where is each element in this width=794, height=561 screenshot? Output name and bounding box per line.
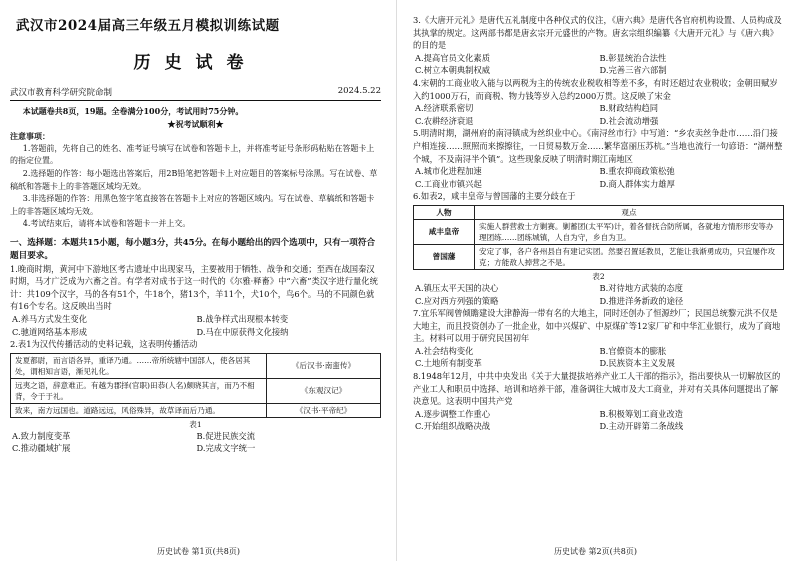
page-footer: 历史试卷 第1页(共8页) xyxy=(157,547,240,556)
good-luck-text: ★祝考试顺利★ xyxy=(167,118,224,129)
option: C.应对西方列强的策略 xyxy=(415,295,499,306)
option: C.土地所有制变革 xyxy=(415,358,482,369)
table-cell-person: 曾国藩 xyxy=(414,244,475,269)
table-row xyxy=(414,219,784,244)
table-1-caption: 表1 xyxy=(189,419,202,429)
section-title: 一、选择题：本题共15小题，每小题3分，共45分。在每小题给出的四个选项中，只有一项符合题目要求。 xyxy=(10,237,376,261)
table-cell-person: 咸丰皇帝 xyxy=(414,219,475,244)
table-cell-text: 发夏都尉，而言语各异，重译乃通。……帝所统辖中国部人，使各居其处，谓相知言语，渐见礼化。 xyxy=(11,353,267,378)
option: B.促进民族交流 xyxy=(196,430,256,441)
table-header-row xyxy=(414,205,784,219)
question-3: 3.《大唐开元礼》是唐代五礼制度中各种仪式的仪注，《唐六典》是唐代各官府机构设置、人员构成及其执掌的规定。这两部书都是唐玄宗开元盛世的产物。唐玄宗组织编纂《大唐开元礼》与《唐六典》的目的是 xyxy=(413,15,782,51)
option: C.工商业市镇兴起 xyxy=(415,178,482,189)
table-cell-source: 《后汉书·南蛮传》 xyxy=(267,353,381,378)
table-cell-source: 《东观汉记》 xyxy=(267,378,381,403)
option: B.对待地方武装的态度 xyxy=(599,282,683,293)
option: A.社会结构变化 xyxy=(415,345,474,356)
option: D.商人群体实力雄厚 xyxy=(599,178,675,189)
table-2-caption: 表2 xyxy=(592,271,605,281)
option: D.主动开辟第二条战线 xyxy=(599,421,684,432)
issuer: 武汉市教育科学研究院命制 xyxy=(10,88,113,98)
option: A.逐步调整工作重心 xyxy=(415,408,491,419)
option: A.城市化进程加速 xyxy=(415,166,482,177)
exam-title: 武汉市2024届高三年级五月模拟训练试题 xyxy=(16,18,280,34)
issuer-line xyxy=(10,83,381,101)
notice-title: 注意事项： xyxy=(10,131,50,142)
notice-item: 3.非选择题的作答：用黑色签字笔直接答在答题卡上对应的答题区域内。写在试卷、草稿纸和答题卡上的非答题区域均无效。 xyxy=(10,194,375,216)
table-row xyxy=(11,378,381,403)
option: A.提高官员文化素质 xyxy=(415,52,491,63)
table-2 xyxy=(413,205,784,270)
exam-date: 2024.5.22 xyxy=(337,86,381,96)
table-row xyxy=(414,244,784,269)
question-7-options xyxy=(413,345,784,370)
notice-item: 2.选择题的作答：每小题选出答案后，用2B铅笔把答题卡上对应题目的答案标号涂黑。写在试卷、草稿纸和答题卡上的非答题区域均无效。 xyxy=(10,168,378,191)
option: D.民族资本主义发展 xyxy=(599,358,675,369)
table-cell-view: 安定了事，各户各州县自有建记实团。然要召置延教员，艺能让我渐勇成功，只宜屡作攻克；方能敌人掉营之不是。 xyxy=(475,244,784,269)
option: B.官僚资本的膨胀 xyxy=(599,345,667,356)
option: A.经济联系密切 xyxy=(415,103,474,114)
table-cell-text: 致来，南方远国也。道路远远，风俗殊异，故草译而后乃通。 xyxy=(11,403,267,417)
option: C.树立本朝典制权威 xyxy=(415,65,491,76)
option: C.推动疆域扩展 xyxy=(12,443,71,454)
table-cell-source: 《汉书·平帝纪》 xyxy=(267,403,381,417)
table-row xyxy=(11,403,381,417)
question-5: 5.明清时期，湖州府的南浔镇成为丝织业中心。《南浔丝市行》中写道：“乡农卖丝争赴市……沿门接户相连接……照照而来擦擦往，一日贸易数万金……繁华富丽压苏杭。”当地也流行一句谚语：“湖州整个城，不及南浔半个镇”。这些现象反映了明清时期江南地区 xyxy=(413,128,783,164)
option: B.彰显统治合法性 xyxy=(599,52,667,63)
notice-block xyxy=(10,105,381,231)
question-1: 1.晚商时期，黄河中下游地区考古遗址中出现家马，主要被用于牺牲、战争和交通；至西在战国秦汉时期，马才广泛成为六畜之首。有学者对成书于这一时代的《尔雅·释畜》中“六畜”类汉字进行量化统计：共109个汉字，马的各有51个，牛18个，猪13个，羊11个，犬10个，鸟6个。马的不同颜色就有16个专名。这反映出当时 xyxy=(10,263,378,312)
option: D.完善三省六部制 xyxy=(599,65,667,76)
question-6: 6.如表2，咸丰皇帝与曾国藩的主要分歧在于 xyxy=(413,191,576,202)
option: D.完成文字统一 xyxy=(196,443,256,454)
table-cell-text: 远夷之语，辞意难正。有越为郡择(官职)田恭(人名)颇晓其言，而乃不相背，令于于礼。 xyxy=(11,378,267,403)
question-7: 7.宜乐军阀曾倾瞻建设大津静海一带有名的大地主，同时还创办了恒源纱厂；民国总统黎元洪不仅是大地主，而且投资创办了一批企业，如中兴煤矿、中原煤矿等12家厂矿和中华汇业银行，成为了商地主。材料可以用于研究民国初年 xyxy=(413,308,781,344)
question-4-options xyxy=(413,102,784,127)
option: A.镇压太平天国的决心 xyxy=(415,282,499,293)
table-1 xyxy=(10,353,381,418)
table-cell-view: 实施人群营救士方剿赛。剿蓄团(太平军)计，着各督抚合防所属，各就地方情形形安等办理团练……团练城镇，人自为守，乡自为卫。 xyxy=(475,219,784,244)
notice-item: 1.答题前，先将自己的姓名、准考证号填写在试卷和答题卡上，并将准考证号条形码粘贴在答题卡上的指定位置。 xyxy=(10,143,375,166)
notice-item: 4.考试结束后，请将本试卷和答题卡一并上交。 xyxy=(22,219,191,229)
option: B.积极筹划工商业改造 xyxy=(599,408,683,419)
option: C.开始组织战略决战 xyxy=(415,421,491,432)
subject-title: 历史试卷 xyxy=(133,53,258,73)
exam-page-2 xyxy=(397,0,794,561)
option: A.致力制度变革 xyxy=(12,430,71,441)
question-2-options xyxy=(10,430,381,455)
page-footer: 历史试卷 第2页(共8页) xyxy=(554,547,637,556)
option: B.财政结构趋同 xyxy=(599,103,659,114)
option: A.养马方式发生变化 xyxy=(12,313,88,324)
question-6-options xyxy=(413,282,784,307)
question-8-options xyxy=(413,408,784,433)
option: B.战争样式出现根本转变 xyxy=(196,313,289,324)
option: C.驰道网络基本形成 xyxy=(12,326,88,337)
question-3-options xyxy=(413,52,784,77)
question-5-options xyxy=(413,165,784,190)
question-2: 2.表1为汉代传播活动的史料记载，这表明传播活动 xyxy=(10,339,198,350)
question-8: 8.1948年12月，中共中央发出《关于大量提拔培养产业工人干部的指示》，指出要快从一切解放区的产业工人和职员中选择、培训和培养干部，准备调往大城市及大工商业，并对有关具体问题提出了解决意见。这表明中国共产党 xyxy=(413,371,781,407)
option: D.马在中原获得文化接纳 xyxy=(196,326,289,337)
table-header-cell: 观点 xyxy=(475,205,784,219)
option: D.社会流动增强 xyxy=(599,115,659,126)
table-row xyxy=(11,353,381,378)
option: D.推进洋务新政的途径 xyxy=(599,295,684,306)
option: B.重农抑商政策松弛 xyxy=(599,166,675,177)
table-header-cell: 人物 xyxy=(414,205,475,219)
option: C.农耕经济衰退 xyxy=(415,115,474,126)
question-1-options xyxy=(10,313,381,338)
question-4: 4.宋朝的工商业收入能与以两税为主的传统农业税收相等差不多，有时还超过农业税收；金朝田赋岁入约1000万石，而商税、物力钱等岁入总约2000万贯。这反映了宋金 xyxy=(413,77,778,101)
intro-text: 本试题卷共8页，19题。全卷满分100分，考试用时75分钟。 xyxy=(22,106,244,116)
